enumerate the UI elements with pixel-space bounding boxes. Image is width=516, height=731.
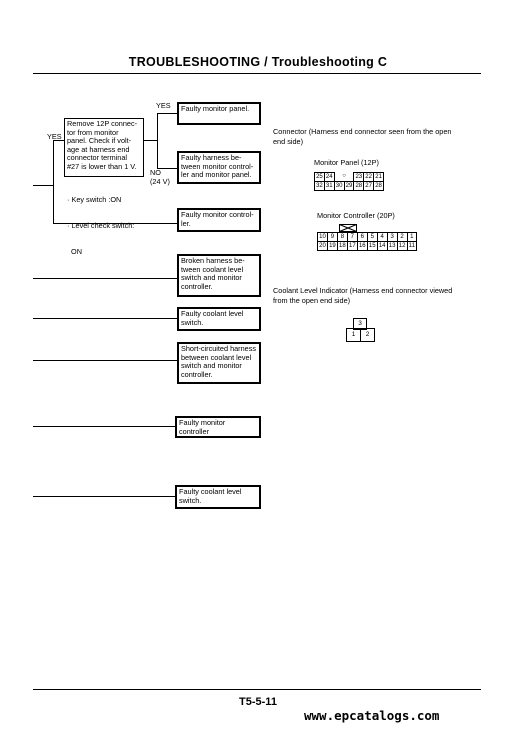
page-number: T5-5-11 bbox=[239, 696, 277, 708]
pin: 16 bbox=[358, 242, 366, 249]
pin: 24 bbox=[325, 173, 333, 180]
condition-line: · Key switch :ON bbox=[67, 195, 122, 205]
header-rule bbox=[33, 73, 481, 74]
monitor-panel-connector bbox=[314, 172, 384, 191]
pin: 3 bbox=[353, 318, 367, 330]
result-line: switch. bbox=[179, 495, 202, 505]
result-line: switch. bbox=[181, 317, 204, 327]
result-line: switch and monitor bbox=[181, 361, 242, 371]
check-line: #27 is lower than 1 V. bbox=[67, 161, 137, 171]
result-broken-harness bbox=[177, 254, 261, 297]
condition-line: · Level check switch: bbox=[67, 220, 135, 230]
pin: 12 bbox=[398, 242, 406, 249]
pin: 10 bbox=[319, 233, 326, 240]
pin: 8 bbox=[337, 233, 347, 242]
caption-line: end side) bbox=[273, 136, 304, 146]
pin: 20 bbox=[319, 242, 326, 249]
check-line: connector terminal bbox=[67, 153, 128, 163]
result-line: tween monitor control- bbox=[181, 161, 254, 171]
pin: 28 bbox=[355, 182, 363, 189]
pin: 22 bbox=[365, 173, 372, 180]
caption-line: Coolant Level Indicator (Harness end connector viewed bbox=[273, 286, 453, 295]
caption-line: from the open end side) bbox=[273, 295, 351, 305]
check-line: tor from monitor bbox=[67, 127, 119, 137]
result-line: between coolant level bbox=[181, 352, 252, 362]
result-short-circuited-harness bbox=[177, 342, 261, 384]
no-label: NO bbox=[150, 168, 161, 177]
yes-label-left: YES bbox=[47, 132, 62, 141]
no-value-label: (24 V) bbox=[150, 177, 170, 186]
pin: 17 bbox=[348, 242, 356, 249]
pin: 13 bbox=[388, 242, 396, 249]
pin: 29 bbox=[345, 182, 353, 189]
check-voltage-box bbox=[64, 118, 144, 177]
result-line: Faulty harness be- bbox=[181, 153, 242, 162]
pin: 6 bbox=[357, 233, 367, 242]
caption-line: Connector (Harness end connector seen from the open bbox=[273, 127, 452, 136]
pin: 2 bbox=[397, 233, 407, 242]
pin: 21 bbox=[375, 173, 382, 180]
result-line: Short-circuited harness bbox=[181, 344, 257, 353]
pin: 28 bbox=[375, 182, 382, 189]
pin: 23 bbox=[355, 173, 363, 180]
connector-key-circle-icon: ○ bbox=[334, 173, 354, 182]
result-faulty-coolant-switch bbox=[177, 307, 261, 331]
pin: 14 bbox=[378, 242, 386, 249]
pin: 32 bbox=[316, 182, 323, 189]
pin: 30 bbox=[335, 182, 343, 189]
result-line: Faulty monitor control- bbox=[181, 210, 254, 219]
monitor-panel-label: Monitor Panel (12P) bbox=[314, 158, 379, 167]
result-line: tween coolant level bbox=[181, 264, 244, 274]
result-line: switch and monitor bbox=[181, 273, 242, 283]
pin: 18 bbox=[339, 242, 346, 249]
result-faulty-monitor-controller bbox=[177, 208, 261, 232]
pin: 1 bbox=[346, 328, 361, 342]
result-line: Faulty monitor controller bbox=[179, 418, 226, 436]
page-title: TROUBLESHOOTING / Troubleshooting C bbox=[128, 55, 388, 69]
result-line: Broken harness be- bbox=[181, 256, 245, 265]
yes-label-top: YES bbox=[156, 101, 171, 110]
pin: 3 bbox=[387, 233, 397, 242]
pin: 19 bbox=[329, 242, 336, 249]
result-line: Faulty monitor panel. bbox=[181, 104, 250, 113]
result-line: controller. bbox=[181, 281, 213, 291]
watermark: www.epcatalogs.com bbox=[304, 708, 440, 723]
footer-rule bbox=[33, 689, 481, 690]
result-line: Faulty coolant level bbox=[179, 487, 242, 496]
pin: 31 bbox=[325, 182, 333, 189]
pin: 7 bbox=[347, 233, 357, 242]
check-line: age at harness end bbox=[67, 144, 130, 154]
result-line: Faulty coolant level bbox=[181, 309, 244, 318]
pin: 15 bbox=[368, 242, 376, 249]
pin: 1 bbox=[407, 233, 416, 242]
check-line: panel. Check if volt- bbox=[67, 136, 132, 146]
pin: 11 bbox=[408, 242, 415, 249]
pin: 25 bbox=[316, 173, 323, 180]
result-faulty-coolant-switch-2 bbox=[175, 485, 261, 509]
connector-caption bbox=[273, 127, 483, 146]
monitor-controller-label: Monitor Controller (20P) bbox=[317, 211, 395, 220]
result-faulty-monitor-controller-2 bbox=[175, 416, 261, 438]
pin: 5 bbox=[367, 233, 377, 242]
result-line: ler and monitor panel. bbox=[181, 170, 252, 180]
connector-key-icon bbox=[339, 224, 357, 232]
pin: 27 bbox=[365, 182, 372, 189]
coolant-caption bbox=[273, 286, 483, 305]
result-line: controller. bbox=[181, 369, 213, 379]
pin: 4 bbox=[377, 233, 387, 242]
result-line: ler. bbox=[181, 218, 191, 228]
result-harness-controller-panel bbox=[177, 151, 261, 184]
pin: 2 bbox=[360, 328, 375, 342]
check-conditions bbox=[67, 179, 134, 265]
result-faulty-monitor-panel bbox=[177, 102, 261, 125]
condition-line: ON bbox=[67, 246, 82, 256]
monitor-controller-connector bbox=[317, 232, 417, 251]
check-line: Remove 12P connec- bbox=[67, 119, 138, 128]
pin: 9 bbox=[327, 233, 337, 242]
